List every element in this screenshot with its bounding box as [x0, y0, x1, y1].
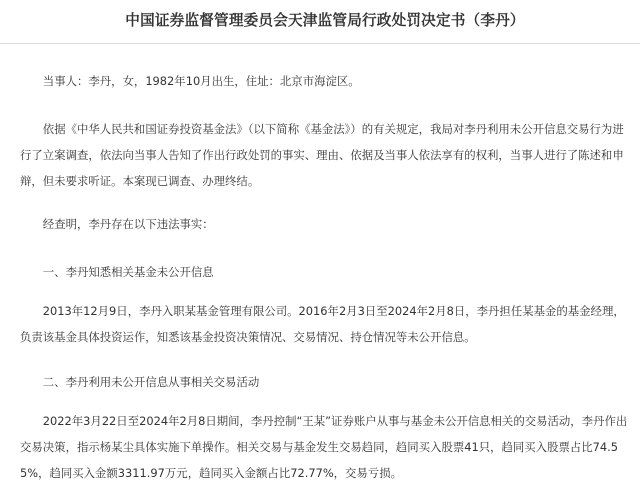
section-2-paragraph: 2022年3月22日至2024年2月8日期间，李丹控制“王某”证券账户从事与基金未公开信息相关的交易活动，李丹作出交易决策，指示杨某尘具体实施下单操作。相关交易与基金发生交易趋同，趋同买入股票41只，趋同买入股票占比74.55%，趋同买入金额3311.97万元，趋同买入金额占比72.77%，交易亏损。	[20, 414, 628, 480]
title-divider	[0, 43, 640, 44]
legal-basis-paragraph: 依据《中华人民共和国证券投资基金法》（以下简称《基金法》）的有关规定，我局对李丹利用未公开信息交易行为进行了立案调查，依法向当事人告知了作出行政处罚的事实、理由、依据及当事人依法享有的权利，当事人进行了陈述和申辩，但未要求听证。本案现已调查、办理终结。	[20, 122, 624, 188]
section-heading-2: 二、李丹利用未公开信息从事相关交易活动	[42, 375, 260, 389]
findings-intro-paragraph: 经查明，李丹存在以下违法事实：	[42, 217, 214, 231]
party-info-paragraph: 当事人：李丹，女，1982年10月出生，住址：北京市海淀区。	[42, 74, 360, 88]
document-title: 中国证券监督管理委员会天津监管局行政处罚决定书（李丹）	[125, 12, 525, 29]
section-heading-1: 一、李丹知悉相关基金未公开信息	[42, 265, 214, 279]
section-1-paragraph: 2013年12月9日，李丹入职某基金管理有限公司。2016年2月3日至2024年2月8日，李丹担任某基金的基金经理，负责该基金具体投资运作，知悉该基金投资决策情况、交易情况、持仓情况等未公开信息。	[20, 304, 625, 344]
